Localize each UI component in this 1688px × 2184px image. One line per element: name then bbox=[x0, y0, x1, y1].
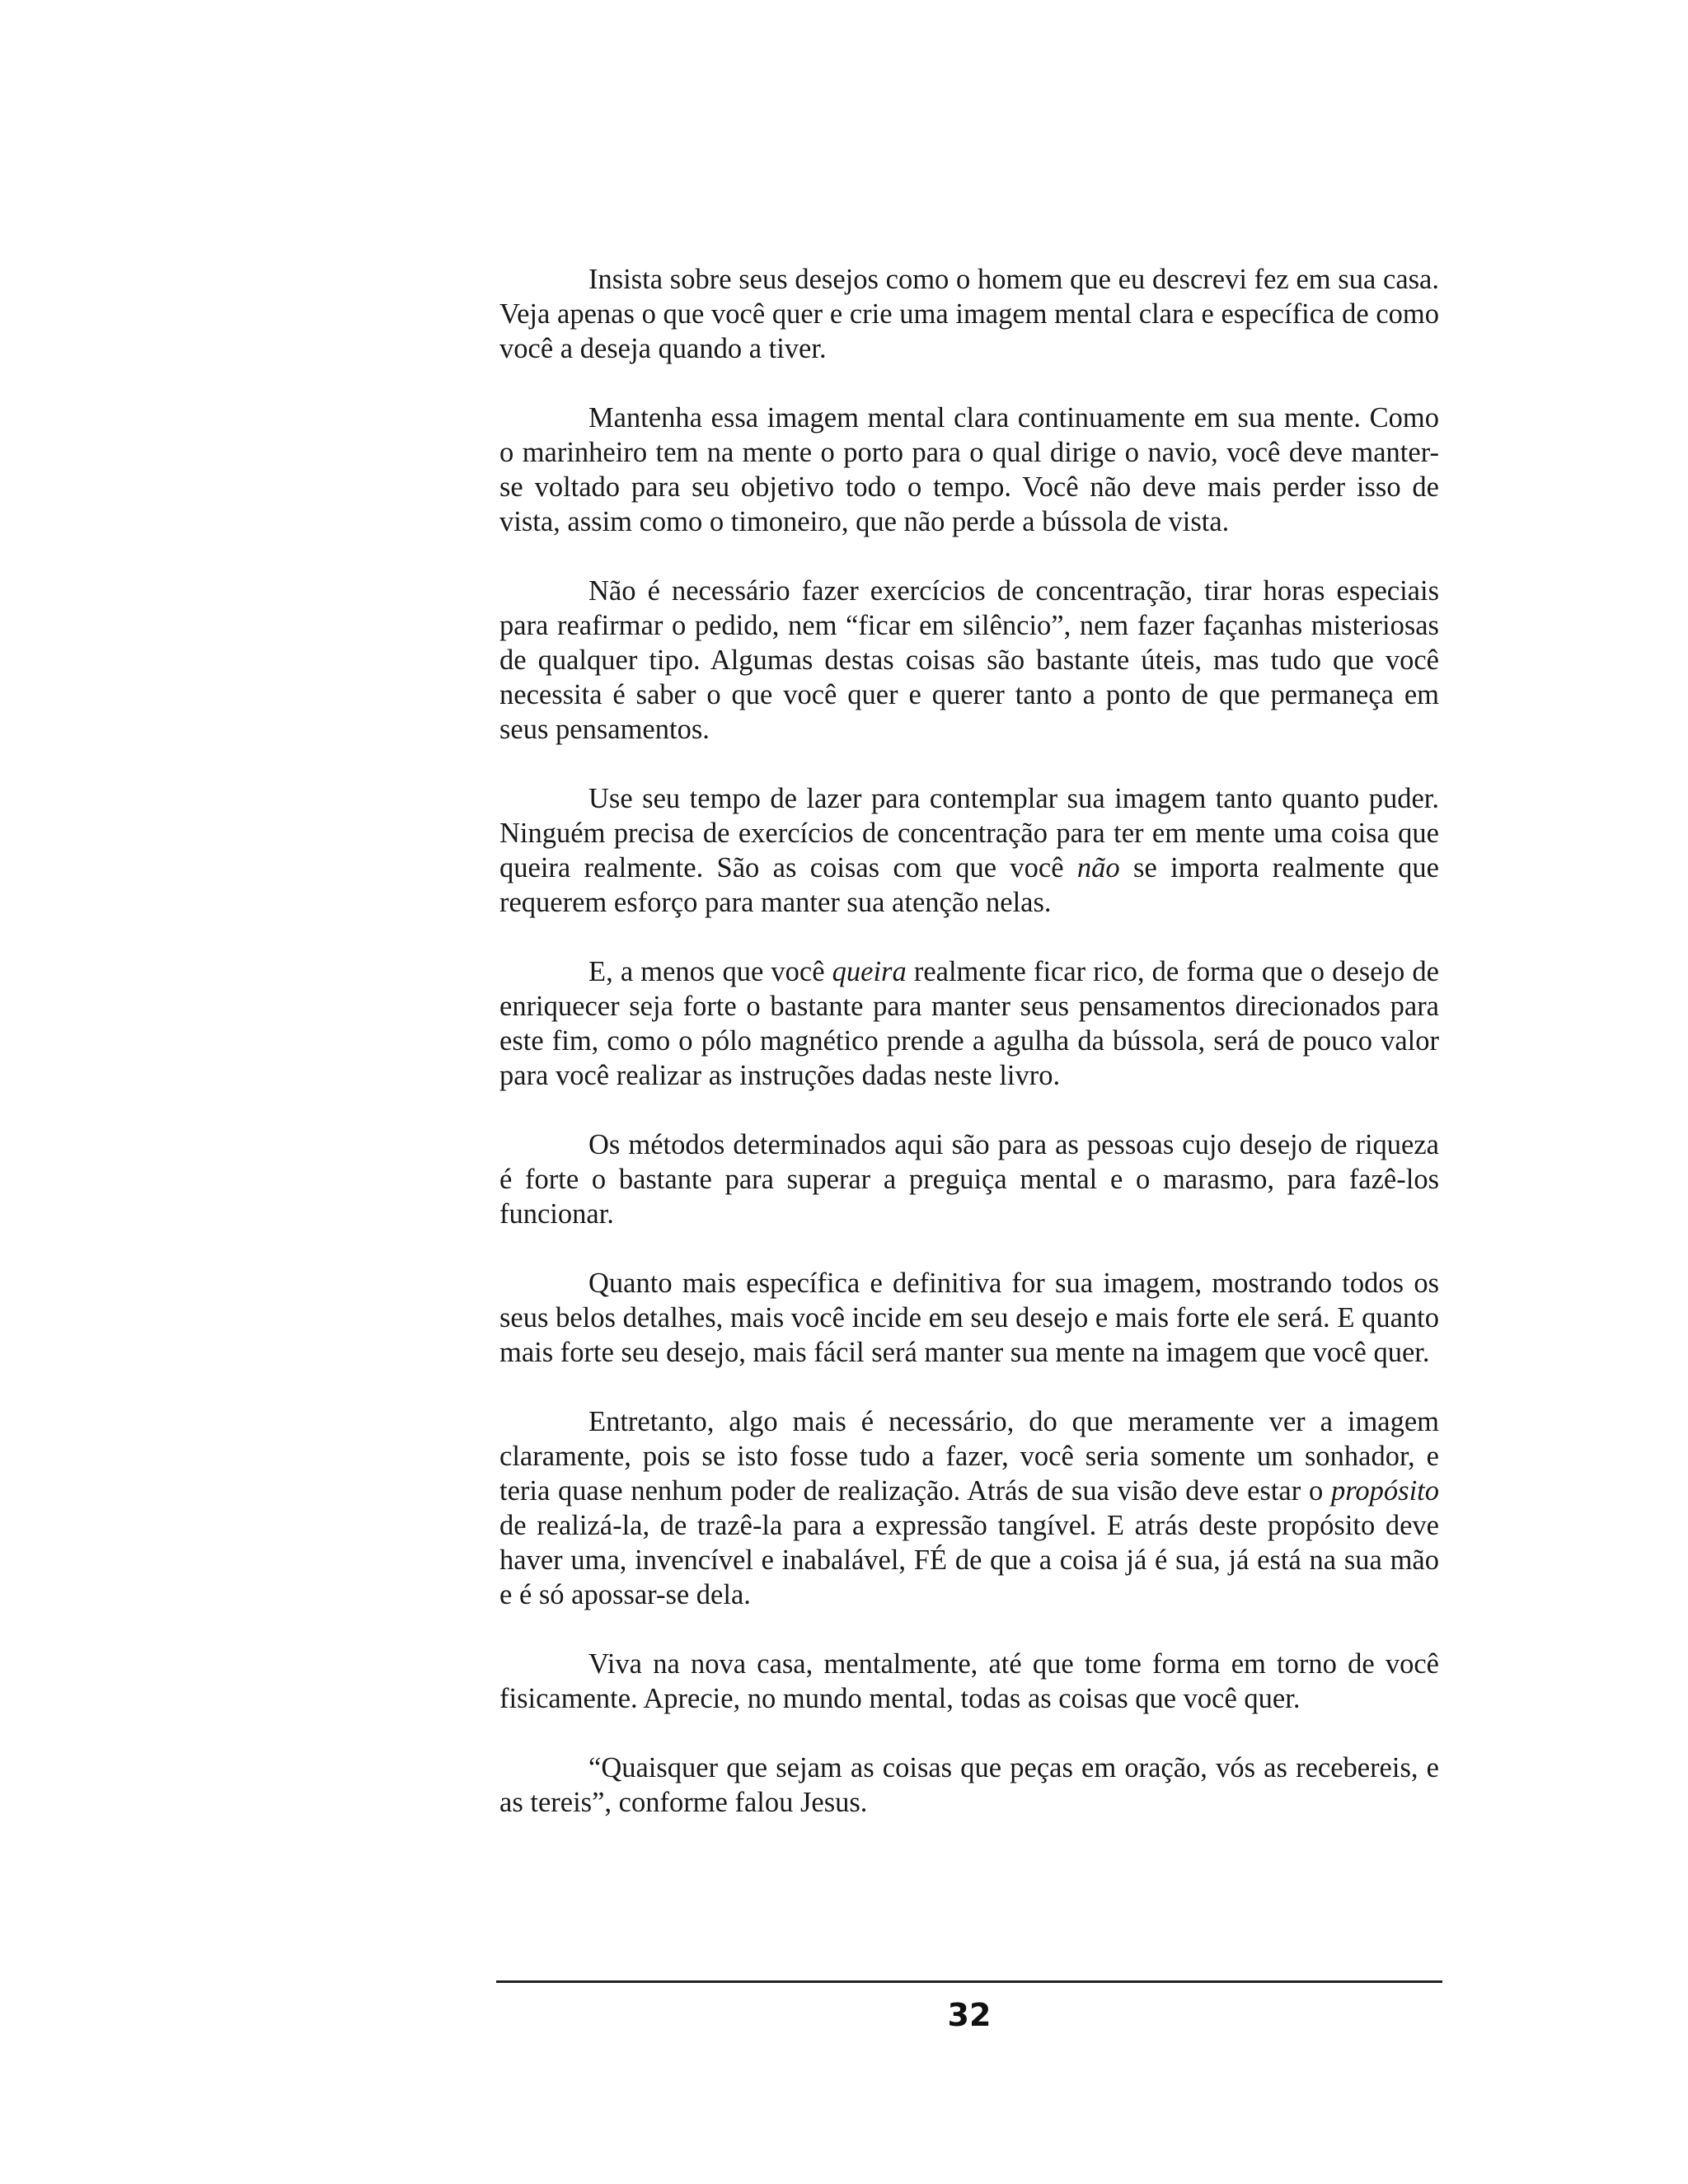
paragraph-8 bbox=[499, 1404, 1439, 1612]
page-number: 32 bbox=[947, 1997, 992, 2033]
paragraph-text: Use seu tempo de lazer para contemplar sua imagem tanto quanto puder. Ninguém precisa de exercícios de concentração para ter em mente uma coisa que queira realmente. São as coisas com que você bbox=[499, 783, 1439, 883]
paragraph-text: Não é necessário fazer exercícios de concentração, tirar horas especiais para reafirmar o pedido, nem “ficar em silêncio”, nem fazer façanhas misteriosas de qualquer tipo. Algumas destas coisas são bastante úteis, mas tudo que você necessita é saber o que você quer e querer tanto a ponto de que permaneça em seus pensamentos. bbox=[499, 575, 1439, 745]
paragraph-1 bbox=[499, 262, 1439, 366]
footer-divider bbox=[496, 1980, 1442, 1983]
paragraph-text: realmente ficar rico, de forma que o desejo de enriquecer seja forte o bastante para manter seus pensamentos direcionados para este fim, como o pólo magnético prende a agulha da bússola, será de pouco valor para você realizar as instruções dadas neste livro. bbox=[499, 956, 1439, 1091]
paragraph-text: Quanto mais específica e definitiva for sua imagem, mostrando todos os seus belos detalhes, mais você incide em seu desejo e mais forte ele será. E quanto mais forte seu desejo, mais fácil será manter sua mente na imagem que você quer. bbox=[499, 1268, 1439, 1368]
paragraph-text: Mantenha essa imagem mental clara continuamente em sua mente. Como o marinheiro tem na mente o porto para o qual dirige o navio, você deve manter-se voltado para seu objetivo todo o tempo. Você não deve mais perder isso de vista, assim como o timoneiro, que não perde a bússola de vista. bbox=[499, 402, 1439, 537]
paragraph-text: “Quaisquer que sejam as coisas que peças em oração, vós as recebereis, e as tereis”, conforme falou Jesus. bbox=[499, 1752, 1439, 1818]
paragraph-7 bbox=[499, 1266, 1439, 1370]
emphasis-text: queira bbox=[832, 956, 907, 987]
paragraph-3 bbox=[499, 574, 1439, 747]
paragraph-6 bbox=[499, 1127, 1439, 1231]
body-text bbox=[499, 262, 1439, 1854]
paragraph-text: Viva na nova casa, mentalmente, até que tome forma em torno de você fisicamente. Aprecie, no mundo mental, todas as coisas que você quer. bbox=[499, 1648, 1439, 1714]
emphasis-text: propósito bbox=[1331, 1475, 1439, 1507]
paragraph-10 bbox=[499, 1750, 1439, 1820]
paragraph-text: de realizá-la, de trazê-la para a expressão tangível. E atrás deste propósito deve haver uma, invencível e inabalável, FÉ de que a coisa já é sua, já está na sua mão e é só apossar-se dela. bbox=[499, 1510, 1439, 1610]
paragraph-text: Insista sobre seus desejos como o homem que eu descrevi fez em sua casa. Veja apenas o que você quer e crie uma imagem mental clara e específica de como você a deseja quando a tiver. bbox=[499, 264, 1439, 364]
paragraph-4 bbox=[499, 781, 1439, 920]
paragraph-text: E, a menos que você bbox=[588, 956, 832, 987]
emphasis-text: não bbox=[1076, 852, 1120, 883]
paragraph-text: Os métodos determinados aqui são para as pessoas cujo desejo de riqueza é forte o bastante para superar a preguiça mental e o marasmo, para fazê-los funcionar. bbox=[499, 1129, 1439, 1230]
paragraph-2 bbox=[499, 401, 1439, 539]
paragraph-9 bbox=[499, 1647, 1439, 1716]
paragraph-5 bbox=[499, 954, 1439, 1093]
paragraph-text: se importa realmente que requerem esforço para manter sua atenção nelas. bbox=[499, 852, 1439, 918]
paragraph-text: Entretanto, algo mais é necessário, do que meramente ver a imagem claramente, pois se isto fosse tudo a fazer, você seria somente um sonhador, e teria quase nenhum poder de realização. Atrás de sua visão deve estar o bbox=[499, 1406, 1439, 1507]
